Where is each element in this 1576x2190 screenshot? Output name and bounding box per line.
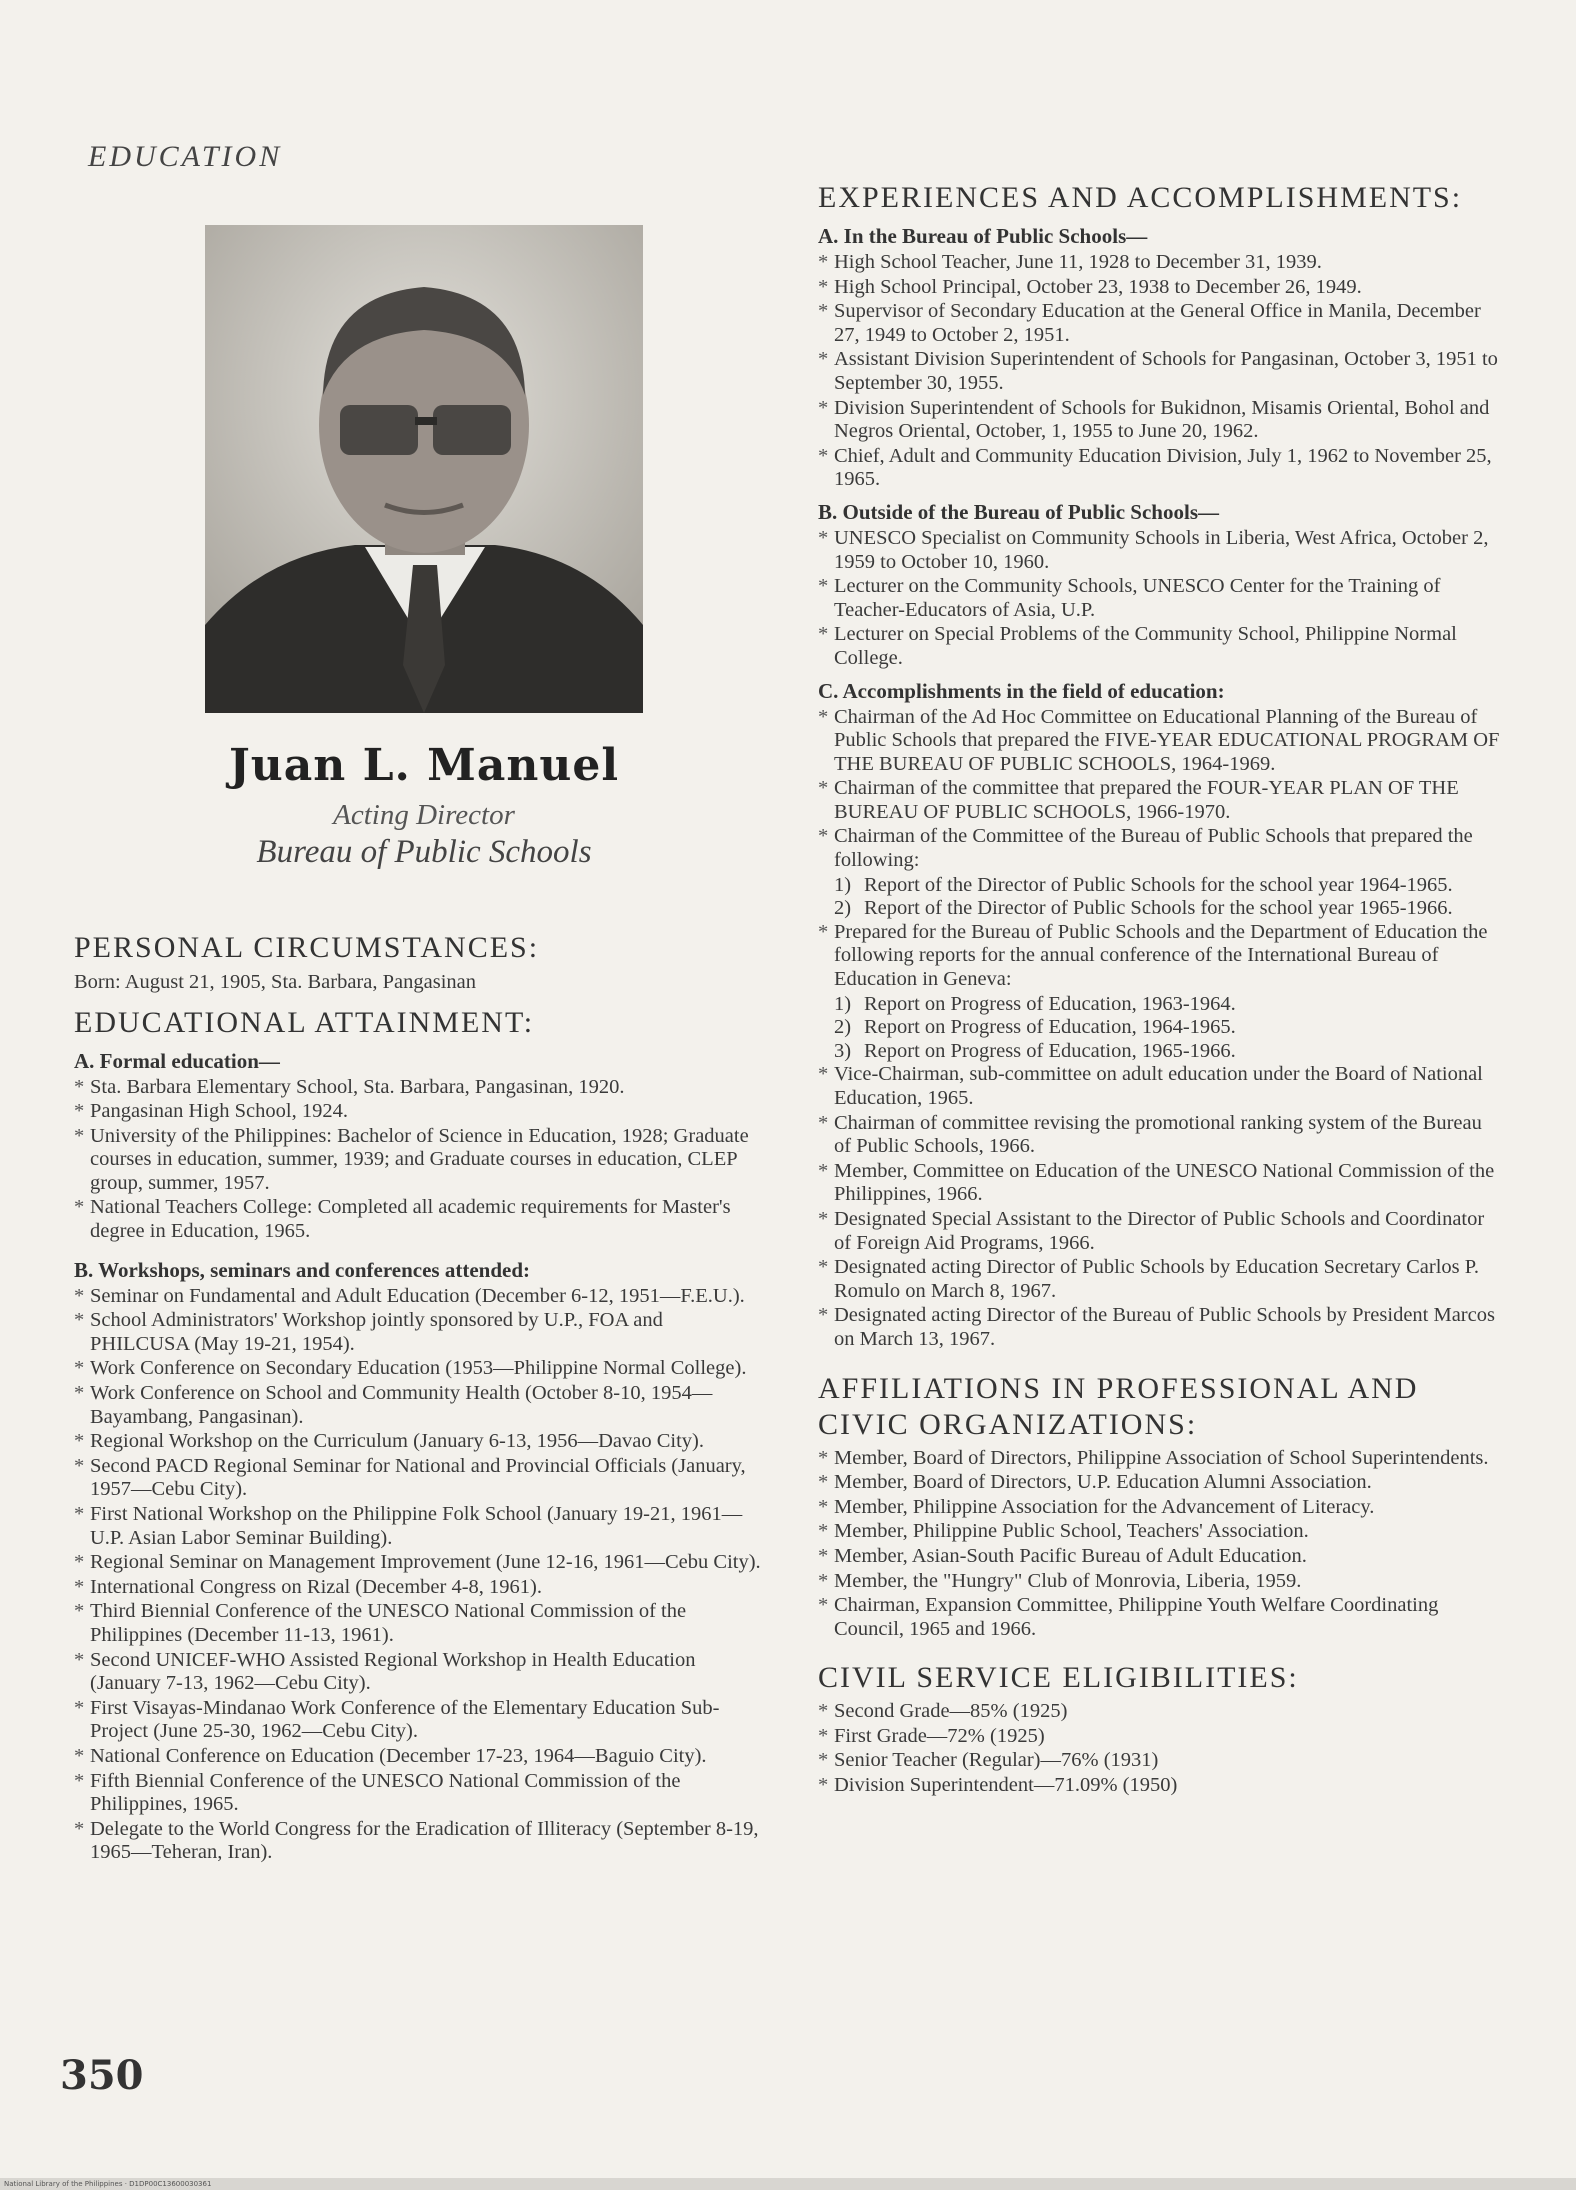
affiliations-list <box>818 1447 1504 1642</box>
list-item: * National Teachers College: Completed all academic requirements for Master's degree in Education, 1965. <box>74 1196 764 1243</box>
list-item: * Second UNICEF-WHO Assisted Regional Workshop in Health Education (January 7-13, 1962—Cebu City). <box>74 1649 764 1696</box>
list-item: * Senior Teacher (Regular)—76% (1931) <box>818 1749 1504 1773</box>
list-item: * Third Biennial Conference of the UNESCO National Commission of the Philippines (December 11-13, 1961). <box>74 1600 764 1647</box>
list-item: * Member, Board of Directors, Philippine Association of School Superintendents. <box>818 1447 1504 1471</box>
list-item: * Second Grade—85% (1925) <box>818 1700 1504 1724</box>
list-item: * International Congress on Rizal (December 4-8, 1961). <box>74 1576 764 1600</box>
list-item: * Member, Committee on Education of the UNESCO National Commission of the Philippines, 1966. <box>818 1160 1504 1207</box>
person-role: Acting Director <box>333 799 515 831</box>
affiliations-heading: AFFILIATIONS IN PROFESSIONAL AND CIVIC ORGANIZATIONS: <box>818 1371 1419 1441</box>
experience-heading: EXPERIENCES AND ACCOMPLISHMENTS: <box>818 181 1463 214</box>
list-item: * High School Principal, October 23, 1938 to December 26, 1949. <box>818 276 1504 300</box>
list-item: * Chairman of the Ad Hoc Committee on Educational Planning of the Bureau of Public Schools that prepared the FIVE-YEAR EDUCATIONAL PROGRAM OF THE BUREAU OF PUBLIC SCHOOLS, 1964-1969. <box>818 706 1504 777</box>
workshops-list <box>74 1285 764 1865</box>
list-item: * High School Teacher, June 11, 1928 to December 31, 1939. <box>818 251 1504 275</box>
list-item: * Pangasinan High School, 1924. <box>74 1100 764 1124</box>
list-item: * Vice-Chairman, sub-committee on adult education under the Board of National Education, 1965. <box>818 1063 1504 1110</box>
civil-service-list <box>818 1700 1504 1797</box>
list-item: * Fifth Biennial Conference of the UNESCO National Commission of the Philippines, 1965. <box>74 1770 764 1817</box>
personal-heading: PERSONAL CIRCUMSTANCES: <box>74 931 540 964</box>
list-item: 1) Report on Progress of Education, 1963-1964. <box>834 992 1236 1015</box>
accomplishments-rest-list <box>818 1063 1504 1351</box>
section-label: EDUCATION <box>88 140 283 173</box>
list-item: * Chairman, Expansion Committee, Philippine Youth Welfare Coordinating Council, 1965 and 1966. <box>818 1594 1504 1641</box>
list-item: * Chairman of the committee that prepared the FOUR-YEAR PLAN OF THE BUREAU OF PUBLIC SCHOOLS, 1966-1970. <box>818 777 1504 824</box>
list-item: * National Conference on Education (December 17-23, 1964—Baguio City). <box>74 1745 764 1769</box>
list-item: * Lecturer on Special Problems of the Community School, Philippine Normal College. <box>818 623 1504 670</box>
list-item: * Division Superintendent of Schools for Bukidnon, Misamis Oriental, Bohol and Negros Oriental, October, 1, 1955 to June 20, 1962. <box>818 397 1504 444</box>
education-heading: EDUCATIONAL ATTAINMENT: <box>74 1005 535 1039</box>
list-item: 3) Report on Progress of Education, 1965-1966. <box>834 1039 1236 1062</box>
footer-strip <box>0 2178 1576 2190</box>
list-item: * Regional Workshop on the Curriculum (January 6-13, 1956—Davao City). <box>74 1430 764 1454</box>
profile-block <box>150 740 698 871</box>
list-item: * Designated Special Assistant to the Director of Public Schools and Coordinator of Foreign Aid Programs, 1966. <box>818 1208 1504 1255</box>
list-item: * Lecturer on the Community Schools, UNESCO Center for the Training of Teacher-Educators of Asia, U.P. <box>818 575 1504 622</box>
list-item: * Chairman of the Committee of the Bureau of Public Schools that prepared the following: <box>818 825 1504 872</box>
formal-education-heading: A. Formal education— <box>74 1048 280 1073</box>
person-name: Juan L. Manuel <box>228 740 620 791</box>
list-item: 2) Report of the Director of Public Schools for the school year 1965-1966. <box>834 897 1453 920</box>
list-item: * First Visayas-Mindanao Work Conference of the Elementary Education Sub-Project (June 25-30, 1962—Cebu City). <box>74 1697 764 1744</box>
list-item: * School Administrators' Workshop jointly sponsored by U.P., FOA and PHILCUSA (May 19-21, 1954). <box>74 1309 764 1356</box>
left-column <box>74 930 764 1866</box>
formal-education-list <box>74 1076 764 1244</box>
bps-list <box>818 251 1504 492</box>
list-item: * UNESCO Specialist on Community Schools in Liberia, West Africa, October 2, 1959 to October 10, 1960. <box>818 527 1504 574</box>
list-item: * Seminar on Fundamental and Adult Education (December 6-12, 1951—F.E.U.). <box>74 1285 764 1309</box>
progress-reports-list <box>834 993 1504 1064</box>
outside-list <box>818 527 1504 671</box>
list-item: * Member, Board of Directors, U.P. Education Alumni Association. <box>818 1471 1504 1495</box>
portrait-photo <box>205 225 643 713</box>
list-item: * Chief, Adult and Community Education Division, July 1, 1962 to November 25, 1965. <box>818 445 1504 492</box>
director-reports-list <box>834 874 1504 921</box>
list-item: 2) Report on Progress of Education, 1964-1965. <box>834 1016 1236 1039</box>
person-office: Bureau of Public Schools <box>256 834 592 870</box>
bps-heading: A. In the Bureau of Public Schools— <box>818 224 1148 248</box>
accomplishments-list <box>818 706 1504 873</box>
list-item: * Work Conference on School and Community Health (October 8-10, 1954—Bayambang, Pangasinan). <box>74 1382 764 1429</box>
list-item: 1) Report of the Director of Public Schools for the school year 1964-1965. <box>834 873 1453 896</box>
list-item: * Member, Philippine Association for the Advancement of Literacy. <box>818 1496 1504 1520</box>
list-item: * Assistant Division Superintendent of Schools for Pangasinan, October 3, 1951 to September 30, 1955. <box>818 348 1504 395</box>
list-item: * Work Conference on Secondary Education (1953—Philippine Normal College). <box>74 1357 764 1381</box>
civil-service-heading: CIVIL SERVICE ELIGIBILITIES: <box>818 1661 1299 1695</box>
list-item: * First Grade—72% (1925) <box>818 1725 1504 1749</box>
workshops-heading: B. Workshops, seminars and conferences attended: <box>74 1257 531 1282</box>
list-item: * Second PACD Regional Seminar for National and Provincial Officials (January, 1957—Cebu City). <box>74 1455 764 1502</box>
list-item: * University of the Philippines: Bachelor of Science in Education, 1928; Graduate courses in education, summer, 1939; and Graduate courses in education, CLEP group, summer, 1957. <box>74 1125 764 1196</box>
right-column <box>818 180 1504 1799</box>
list-item: * Chairman of committee revising the promotional ranking system of the Bureau of Public Schools, 1966. <box>818 1112 1504 1159</box>
list-item: * Prepared for the Bureau of Public Schools and the Department of Education the following reports for the annual conference of the International Bureau of Education in Geneva: <box>818 921 1504 992</box>
portrait-image <box>205 225 643 713</box>
list-item: * Member, Asian-South Pacific Bureau of Adult Education. <box>818 1545 1504 1569</box>
accomplishments-heading: C. Accomplishments in the field of education: <box>818 678 1225 703</box>
list-item: * Member, the "Hungry" Club of Monrovia, Liberia, 1959. <box>818 1570 1504 1594</box>
list-item: * Member, Philippine Public School, Teachers' Association. <box>818 1520 1504 1544</box>
footer-text: National Library of the Philippines · D1DP00C13600030361 <box>4 2180 212 2188</box>
list-item: * Sta. Barbara Elementary School, Sta. Barbara, Pangasinan, 1920. <box>74 1076 764 1100</box>
list-item: * Designated acting Director of the Bureau of Public Schools by President Marcos on March 13, 1967. <box>818 1304 1504 1351</box>
list-item: * First National Workshop on the Philippine Folk School (January 19-21, 1961—U.P. Asian Labor Seminar Building). <box>74 1503 764 1550</box>
birth-info: Born: August 21, 1905, Sta. Barbara, Pangasinan <box>74 971 476 993</box>
outside-heading: B. Outside of the Bureau of Public Schools— <box>818 499 1219 524</box>
page-number: 350 <box>60 2052 144 2099</box>
list-item: * Designated acting Director of Public Schools by Education Secretary Carlos P. Romulo on March 8, 1967. <box>818 1256 1504 1303</box>
list-item: * Regional Seminar on Management Improvement (June 12-16, 1961—Cebu City). <box>74 1551 764 1575</box>
list-item: * Division Superintendent—71.09% (1950) <box>818 1774 1504 1798</box>
list-item: * Supervisor of Secondary Education at the General Office in Manila, December 27, 1949 to October 2, 1951. <box>818 300 1504 347</box>
list-item: * Delegate to the World Congress for the Eradication of Illiteracy (September 8-19, 1965—Teheran, Iran). <box>74 1818 764 1865</box>
